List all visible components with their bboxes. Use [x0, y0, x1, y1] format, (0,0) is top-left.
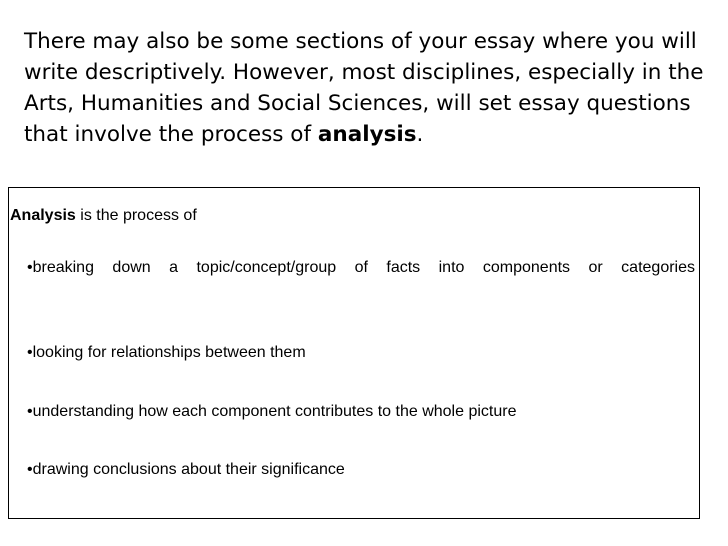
bullet-breaking-down: •breaking down a topic/concept/group of facts into components or categories	[27, 259, 695, 276]
intro-period: .	[416, 122, 424, 147]
definition-heading	[10, 206, 197, 226]
intro-paragraph	[24, 26, 714, 150]
bullet-conclusions: •drawing conclusions about their significance	[27, 461, 345, 478]
intro-text: There may also be some sections of your essay where you will write descriptively. However, most disciplines, especially in the Arts, Humanities and Social Sciences, will set essay questions that involve the process of	[24, 29, 704, 147]
intro-bold-word: analysis	[317, 122, 417, 147]
definition-box	[8, 187, 700, 519]
definition-lead: is the process of	[75, 207, 197, 224]
definition-term: Analysis	[10, 207, 76, 224]
bullet-relationships: •looking for relationships between them	[27, 344, 306, 361]
bullet-understanding: •understanding how each component contributes to the whole picture	[27, 403, 517, 420]
